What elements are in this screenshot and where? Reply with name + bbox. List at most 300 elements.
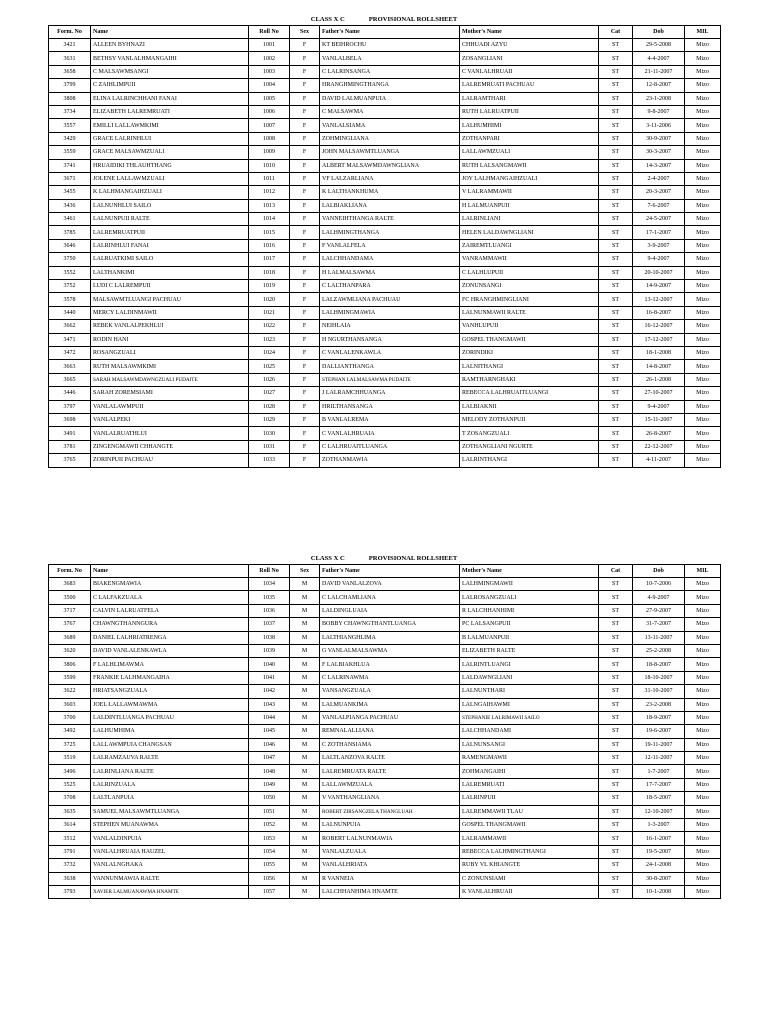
cell-name: SARAH MALSAWMDAWNGZUALI PUDAITE bbox=[91, 373, 249, 386]
cell-name: BIAKENGMAWIA bbox=[91, 578, 249, 591]
cell-form-no: 3767 bbox=[49, 618, 91, 631]
cell-mother-name: REBECCA LALHRUAITLUANGI bbox=[460, 387, 599, 400]
cell-sex: F bbox=[290, 333, 320, 346]
table-row bbox=[49, 239, 721, 252]
cell-cat: ST bbox=[599, 872, 633, 885]
cell-mil: Mizo bbox=[685, 711, 721, 724]
cell-father-name: ZOHMINGLIANA bbox=[320, 132, 460, 145]
cell-mil: Mizo bbox=[685, 698, 721, 711]
cell-mil: Mizo bbox=[685, 644, 721, 657]
cell-cat: ST bbox=[599, 132, 633, 145]
cell-mother-name: HELEN LALDAWNGLIANI bbox=[460, 226, 599, 239]
cell-dob: 26-1-2008 bbox=[633, 373, 685, 386]
cell-name: MERCY LALDINMAWII bbox=[91, 306, 249, 319]
cell-mother-name: V LALRAMMAWII bbox=[460, 186, 599, 199]
cell-father-name: VANSANGZUALA bbox=[320, 685, 460, 698]
cell-mil: Mizo bbox=[685, 671, 721, 684]
cell-father-name: C LALRINSANGA bbox=[320, 65, 460, 78]
table-row bbox=[49, 172, 721, 185]
cell-roll-no: 1051 bbox=[249, 805, 290, 818]
table-row bbox=[49, 658, 721, 671]
cell-sex: M bbox=[290, 711, 320, 724]
cell-cat: ST bbox=[599, 832, 633, 845]
cell-mother-name: C ZONUNSIAMI bbox=[460, 872, 599, 885]
cell-name: VANLALDINPUIA bbox=[91, 832, 249, 845]
cell-dob: 20-3-2007 bbox=[633, 186, 685, 199]
rollsheet-table bbox=[48, 25, 721, 468]
cell-cat: ST bbox=[599, 387, 633, 400]
cell-father-name: LALDINGLUAIA bbox=[320, 604, 460, 617]
cell-mother-name: LALNITHANGI bbox=[460, 360, 599, 373]
cell-dob: 31-10-2007 bbox=[633, 685, 685, 698]
cell-form-no: 3496 bbox=[49, 765, 91, 778]
cell-mil: Mizo bbox=[685, 604, 721, 617]
cell-dob: 23-1-2008 bbox=[633, 92, 685, 105]
table-row bbox=[49, 199, 721, 212]
cell-father-name: LALTHIANGHLIMA bbox=[320, 631, 460, 644]
cell-father-name: R VANNEIA bbox=[320, 872, 460, 885]
cell-mil: Mizo bbox=[685, 226, 721, 239]
cell-mil: Mizo bbox=[685, 52, 721, 65]
table-row bbox=[49, 52, 721, 65]
cell-roll-no: 1001 bbox=[249, 39, 290, 52]
cell-roll-no: 1006 bbox=[249, 105, 290, 118]
cell-sex: M bbox=[290, 778, 320, 791]
cell-mother-name: STEPHANIE LALRIMAWII SAILO bbox=[460, 711, 599, 724]
cell-form-no: 3472 bbox=[49, 346, 91, 359]
cell-mother-name: LALRINPUII bbox=[460, 792, 599, 805]
table-row bbox=[49, 373, 721, 386]
cell-form-no: 3698 bbox=[49, 413, 91, 426]
cell-name: ZORINPUII PACHUAU bbox=[91, 454, 249, 467]
cell-roll-no: 1026 bbox=[249, 373, 290, 386]
table-row bbox=[49, 320, 721, 333]
cell-mil: Mizo bbox=[685, 387, 721, 400]
cell-cat: ST bbox=[599, 845, 633, 858]
cell-father-name: LALBIAKLIANA bbox=[320, 199, 460, 212]
cell-mother-name: LALDAWNGLIANI bbox=[460, 671, 599, 684]
cell-roll-no: 1045 bbox=[249, 725, 290, 738]
cell-name: LALRINHLUI FANAI bbox=[91, 239, 249, 252]
cell-form-no: 3635 bbox=[49, 805, 91, 818]
cell-mother-name: LALNUNTHARI bbox=[460, 685, 599, 698]
cell-father-name: LALHMINGTHANGA bbox=[320, 226, 460, 239]
cell-father-name: VF LALZARLIANA bbox=[320, 172, 460, 185]
cell-form-no: 3665 bbox=[49, 373, 91, 386]
cell-mil: Mizo bbox=[685, 752, 721, 765]
cell-roll-no: 1042 bbox=[249, 685, 290, 698]
cell-mil: Mizo bbox=[685, 266, 721, 279]
cell-dob: 16-8-2007 bbox=[633, 306, 685, 319]
table-row bbox=[49, 698, 721, 711]
cell-father-name: JOHN MALSAWMTLUANGA bbox=[320, 146, 460, 159]
cell-cat: ST bbox=[599, 333, 633, 346]
cell-name: DAVID VANLALENKAWLA bbox=[91, 644, 249, 657]
cell-mil: Mizo bbox=[685, 199, 721, 212]
cell-name: LALNUNPUII RALTE bbox=[91, 213, 249, 226]
cell-mother-name: LALCHHANDAMI bbox=[460, 725, 599, 738]
table-row bbox=[49, 738, 721, 751]
cell-mother-name: ZOTHANPARI bbox=[460, 132, 599, 145]
cell-father-name: LALHMINGMAWIA bbox=[320, 306, 460, 319]
cell-cat: ST bbox=[599, 253, 633, 266]
cell-mil: Mizo bbox=[685, 239, 721, 252]
cell-name: C ZAIHLIMPUII bbox=[91, 79, 249, 92]
cell-dob: 26-8-2007 bbox=[633, 427, 685, 440]
cell-dob: 13-12-2007 bbox=[633, 293, 685, 306]
cell-cat: ST bbox=[599, 725, 633, 738]
cell-form-no: 3491 bbox=[49, 427, 91, 440]
cell-father-name: J LALRAMCHHUANGA bbox=[320, 387, 460, 400]
cell-sex: M bbox=[290, 685, 320, 698]
table-row bbox=[49, 400, 721, 413]
cell-sex: F bbox=[290, 360, 320, 373]
cell-father-name: LALCHHANDAMA bbox=[320, 253, 460, 266]
rollsheet-title: PROVISIONAL ROLLSHEET bbox=[368, 16, 458, 23]
cell-father-name: LALREMRUATA RALTE bbox=[320, 765, 460, 778]
table-row bbox=[49, 92, 721, 105]
cell-cat: ST bbox=[599, 92, 633, 105]
cell-form-no: 3429 bbox=[49, 132, 91, 145]
cell-sex: M bbox=[290, 604, 320, 617]
cell-dob: 24-1-2008 bbox=[633, 859, 685, 872]
cell-cat: ST bbox=[599, 226, 633, 239]
cell-mil: Mizo bbox=[685, 373, 721, 386]
table-row bbox=[49, 360, 721, 373]
cell-name: LALRUATKIMI SAILO bbox=[91, 253, 249, 266]
cell-roll-no: 1019 bbox=[249, 280, 290, 293]
cell-cat: ST bbox=[599, 413, 633, 426]
table-row bbox=[49, 266, 721, 279]
cell-mil: Mizo bbox=[685, 79, 721, 92]
cell-mil: Mizo bbox=[685, 805, 721, 818]
cell-sex: F bbox=[290, 213, 320, 226]
cell-sex: F bbox=[290, 199, 320, 212]
table-body bbox=[49, 578, 721, 899]
cell-father-name: DALLIANTHANGA bbox=[320, 360, 460, 373]
cell-dob: 9-8-2007 bbox=[633, 105, 685, 118]
cell-dob: 18-1-2008 bbox=[633, 346, 685, 359]
cell-cat: ST bbox=[599, 280, 633, 293]
cell-mother-name: LALNGAIHAWMI bbox=[460, 698, 599, 711]
cell-cat: ST bbox=[599, 293, 633, 306]
cell-sex: M bbox=[290, 765, 320, 778]
table-row bbox=[49, 685, 721, 698]
cell-dob: 7-6-2007 bbox=[633, 199, 685, 212]
cell-roll-no: 1030 bbox=[249, 427, 290, 440]
cell-name: ELIZABETH LALREMRUATI bbox=[91, 105, 249, 118]
cell-roll-no: 1031 bbox=[249, 440, 290, 453]
cell-cat: ST bbox=[599, 52, 633, 65]
cell-sex: F bbox=[290, 52, 320, 65]
header-dob: Dob bbox=[633, 565, 685, 578]
cell-mil: Mizo bbox=[685, 725, 721, 738]
cell-roll-no: 1033 bbox=[249, 454, 290, 467]
cell-name: DANIEL LALHRIATRENGA bbox=[91, 631, 249, 644]
cell-dob: 14-8-2007 bbox=[633, 360, 685, 373]
cell-sex: F bbox=[290, 280, 320, 293]
cell-sex: F bbox=[290, 320, 320, 333]
cell-father-name: C ZOTHANSIAMA bbox=[320, 738, 460, 751]
cell-mother-name: ZAIREMTLUANGI bbox=[460, 239, 599, 252]
table-row bbox=[49, 631, 721, 644]
rollsheet-heading bbox=[48, 553, 720, 564]
cell-dob: 27-9-2007 bbox=[633, 604, 685, 617]
cell-dob: 10-7-2006 bbox=[633, 578, 685, 591]
cell-father-name: VANLALZUALA bbox=[320, 845, 460, 858]
cell-father-name: LALCHHANHIMA HNAMTE bbox=[320, 885, 460, 898]
table-row bbox=[49, 293, 721, 306]
cell-mother-name: C VANLALHRUAII bbox=[460, 65, 599, 78]
cell-dob: 29-5-2008 bbox=[633, 39, 685, 52]
cell-form-no: 3765 bbox=[49, 454, 91, 467]
cell-roll-no: 1029 bbox=[249, 413, 290, 426]
cell-mother-name: LALNUNSANGI bbox=[460, 738, 599, 751]
cell-sex: F bbox=[290, 146, 320, 159]
cell-dob: 19-5-2007 bbox=[633, 845, 685, 858]
cell-sex: F bbox=[290, 293, 320, 306]
cell-mother-name: LALHMINGMAWII bbox=[460, 578, 599, 591]
table-row bbox=[49, 454, 721, 467]
cell-mil: Mizo bbox=[685, 778, 721, 791]
cell-dob: 14-9-2007 bbox=[633, 280, 685, 293]
header-cat: Cat bbox=[599, 565, 633, 578]
cell-cat: ST bbox=[599, 765, 633, 778]
cell-sex: F bbox=[290, 346, 320, 359]
table-row bbox=[49, 859, 721, 872]
cell-sex: F bbox=[290, 226, 320, 239]
table-row bbox=[49, 778, 721, 791]
cell-name: ELINA LALRINCHHANI FANAI bbox=[91, 92, 249, 105]
header-father-name: Father's Name bbox=[320, 565, 460, 578]
cell-form-no: 3793 bbox=[49, 885, 91, 898]
cell-father-name: VANNEIHTHANGA RALTE bbox=[320, 213, 460, 226]
cell-sex: M bbox=[290, 819, 320, 832]
cell-roll-no: 1016 bbox=[249, 239, 290, 252]
cell-mother-name: PC LALSANGPUII bbox=[460, 618, 599, 631]
cell-dob: 15-11-2007 bbox=[633, 413, 685, 426]
cell-mother-name: FC HRANGHMINGLIANI bbox=[460, 293, 599, 306]
cell-roll-no: 1046 bbox=[249, 738, 290, 751]
cell-sex: M bbox=[290, 738, 320, 751]
cell-form-no: 3734 bbox=[49, 105, 91, 118]
cell-sex: M bbox=[290, 644, 320, 657]
cell-cat: ST bbox=[599, 65, 633, 78]
cell-sex: M bbox=[290, 658, 320, 671]
cell-mother-name: LALREMMAWII TLAU bbox=[460, 805, 599, 818]
cell-form-no: 3461 bbox=[49, 213, 91, 226]
cell-cat: ST bbox=[599, 427, 633, 440]
cell-roll-no: 1012 bbox=[249, 186, 290, 199]
cell-mother-name: C LALHLUPUII bbox=[460, 266, 599, 279]
cell-mil: Mizo bbox=[685, 400, 721, 413]
cell-cat: ST bbox=[599, 805, 633, 818]
cell-dob: 22-12-2007 bbox=[633, 440, 685, 453]
cell-mother-name: ZOTHANGLIANI NGURTE bbox=[460, 440, 599, 453]
cell-father-name: ZOTHANMAWIA bbox=[320, 454, 460, 467]
cell-roll-no: 1008 bbox=[249, 132, 290, 145]
rollsheet-section-girls bbox=[48, 14, 720, 468]
cell-roll-no: 1021 bbox=[249, 306, 290, 319]
table-row bbox=[49, 792, 721, 805]
header-sex: Sex bbox=[290, 565, 320, 578]
cell-sex: F bbox=[290, 253, 320, 266]
cell-name: RUTH MALSAWMKIMI bbox=[91, 360, 249, 373]
cell-sex: M bbox=[290, 859, 320, 872]
cell-mother-name: ZONUNSANGI bbox=[460, 280, 599, 293]
cell-mother-name: LALRAMTHARI bbox=[460, 92, 599, 105]
cell-name: REBEK VANLALPEKHLUI bbox=[91, 320, 249, 333]
header-mil: MIL bbox=[685, 565, 721, 578]
cell-dob: 12-11-2007 bbox=[633, 752, 685, 765]
cell-mil: Mizo bbox=[685, 253, 721, 266]
cell-form-no: 3806 bbox=[49, 658, 91, 671]
cell-father-name: F LALBIAKHLUA bbox=[320, 658, 460, 671]
cell-form-no: 3671 bbox=[49, 172, 91, 185]
cell-roll-no: 1024 bbox=[249, 346, 290, 359]
cell-cat: ST bbox=[599, 885, 633, 898]
class-label: CLASS X C bbox=[310, 555, 345, 562]
cell-name: LALHUMHIMA bbox=[91, 725, 249, 738]
cell-father-name: B VANLALREMA bbox=[320, 413, 460, 426]
cell-cat: ST bbox=[599, 792, 633, 805]
header-roll-no: Roll No bbox=[249, 26, 290, 39]
header-name: Name bbox=[91, 26, 249, 39]
cell-sex: M bbox=[290, 885, 320, 898]
cell-form-no: 3785 bbox=[49, 226, 91, 239]
cell-cat: ST bbox=[599, 79, 633, 92]
table-row bbox=[49, 387, 721, 400]
table-row bbox=[49, 427, 721, 440]
cell-mother-name: K VANLALHRUAII bbox=[460, 885, 599, 898]
table-row bbox=[49, 253, 721, 266]
cell-mother-name: LALNUNMAWII RALTE bbox=[460, 306, 599, 319]
cell-dob: 14-3-2007 bbox=[633, 159, 685, 172]
cell-form-no: 3662 bbox=[49, 320, 91, 333]
table-row bbox=[49, 845, 721, 858]
cell-mil: Mizo bbox=[685, 146, 721, 159]
table-row bbox=[49, 79, 721, 92]
cell-mother-name: REBECCA LALHMINGTHANGI bbox=[460, 845, 599, 858]
cell-name: RODIN HANI bbox=[91, 333, 249, 346]
cell-roll-no: 1049 bbox=[249, 778, 290, 791]
cell-mil: Mizo bbox=[685, 360, 721, 373]
cell-sex: F bbox=[290, 132, 320, 145]
cell-father-name: LALNUNPUIA bbox=[320, 819, 460, 832]
table-row bbox=[49, 346, 721, 359]
cell-father-name: C LALTHANPARA bbox=[320, 280, 460, 293]
cell-mother-name: T ZOSANGZUALI bbox=[460, 427, 599, 440]
cell-form-no: 3622 bbox=[49, 685, 91, 698]
cell-roll-no: 1022 bbox=[249, 320, 290, 333]
cell-sex: F bbox=[290, 172, 320, 185]
cell-roll-no: 1004 bbox=[249, 79, 290, 92]
cell-mil: Mizo bbox=[685, 819, 721, 832]
cell-name: CHAWNGTHANNGURA bbox=[91, 618, 249, 631]
cell-roll-no: 1027 bbox=[249, 387, 290, 400]
cell-father-name: H NGURTHANSANGA bbox=[320, 333, 460, 346]
cell-dob: 30-8-2007 bbox=[633, 872, 685, 885]
cell-mother-name: LALRINTLUANGI bbox=[460, 658, 599, 671]
cell-form-no: 3725 bbox=[49, 738, 91, 751]
cell-cat: ST bbox=[599, 306, 633, 319]
cell-cat: ST bbox=[599, 711, 633, 724]
cell-father-name: STEPHAN LALMALSAWMA PUDAITE bbox=[320, 373, 460, 386]
cell-form-no: 3421 bbox=[49, 39, 91, 52]
cell-mother-name: R LALCHHANHIMI bbox=[460, 604, 599, 617]
cell-sex: M bbox=[290, 591, 320, 604]
cell-mother-name: CHHUADI AZYU bbox=[460, 39, 599, 52]
header-mother-name: Mother's Name bbox=[460, 565, 599, 578]
cell-sex: M bbox=[290, 832, 320, 845]
cell-sex: F bbox=[290, 400, 320, 413]
cell-name: LUDI C LALREMPUII bbox=[91, 280, 249, 293]
cell-form-no: 3708 bbox=[49, 792, 91, 805]
cell-dob: 23-2-2008 bbox=[633, 698, 685, 711]
cell-roll-no: 1034 bbox=[249, 578, 290, 591]
cell-form-no: 3638 bbox=[49, 872, 91, 885]
table-row bbox=[49, 591, 721, 604]
cell-cat: ST bbox=[599, 591, 633, 604]
cell-cat: ST bbox=[599, 631, 633, 644]
cell-name: XAVIER LALMUANAWMA HNAMTE bbox=[91, 885, 249, 898]
cell-father-name: VANLALPIANGA PACHUAU bbox=[320, 711, 460, 724]
table-row bbox=[49, 725, 721, 738]
cell-dob: 18-8-2007 bbox=[633, 658, 685, 671]
cell-father-name: DAVID LALMUANPUIA bbox=[320, 92, 460, 105]
cell-form-no: 3471 bbox=[49, 333, 91, 346]
cell-dob: 1-7-2007 bbox=[633, 765, 685, 778]
cell-father-name: LALZAWMLIANA PACHUAU bbox=[320, 293, 460, 306]
cell-dob: 4-11-2007 bbox=[633, 454, 685, 467]
cell-mil: Mizo bbox=[685, 427, 721, 440]
table-row bbox=[49, 765, 721, 778]
cell-sex: F bbox=[290, 440, 320, 453]
cell-form-no: 3750 bbox=[49, 253, 91, 266]
cell-mother-name: VANHLUPUII bbox=[460, 320, 599, 333]
cell-form-no: 3741 bbox=[49, 159, 91, 172]
cell-name: C LALFAKZUALA bbox=[91, 591, 249, 604]
cell-cat: ST bbox=[599, 186, 633, 199]
cell-dob: 18-10-2007 bbox=[633, 671, 685, 684]
table-row bbox=[49, 578, 721, 591]
cell-dob: 30-3-2007 bbox=[633, 146, 685, 159]
cell-roll-no: 1023 bbox=[249, 333, 290, 346]
cell-cat: ST bbox=[599, 859, 633, 872]
cell-form-no: 3492 bbox=[49, 725, 91, 738]
cell-mother-name: LALROSANGZUALI bbox=[460, 591, 599, 604]
cell-mother-name: ZOSANGLIANI bbox=[460, 52, 599, 65]
cell-cat: ST bbox=[599, 738, 633, 751]
rollsheet-title: PROVISIONAL ROLLSHEET bbox=[368, 555, 458, 562]
cell-mother-name: MELODY ZOTHANPUII bbox=[460, 413, 599, 426]
table-row bbox=[49, 159, 721, 172]
cell-cat: ST bbox=[599, 400, 633, 413]
cell-form-no: 3614 bbox=[49, 819, 91, 832]
cell-sex: M bbox=[290, 618, 320, 631]
cell-dob: 20-10-2007 bbox=[633, 266, 685, 279]
cell-form-no: 3700 bbox=[49, 711, 91, 724]
cell-form-no: 3791 bbox=[49, 845, 91, 858]
cell-roll-no: 1041 bbox=[249, 671, 290, 684]
cell-cat: ST bbox=[599, 578, 633, 591]
cell-name: GRACE MALSAWMZUALI bbox=[91, 146, 249, 159]
cell-sex: M bbox=[290, 872, 320, 885]
class-label: CLASS X C bbox=[310, 16, 345, 23]
cell-sex: F bbox=[290, 159, 320, 172]
cell-mil: Mizo bbox=[685, 159, 721, 172]
cell-name: LALLAWMPUIA CHANGSAN bbox=[91, 738, 249, 751]
